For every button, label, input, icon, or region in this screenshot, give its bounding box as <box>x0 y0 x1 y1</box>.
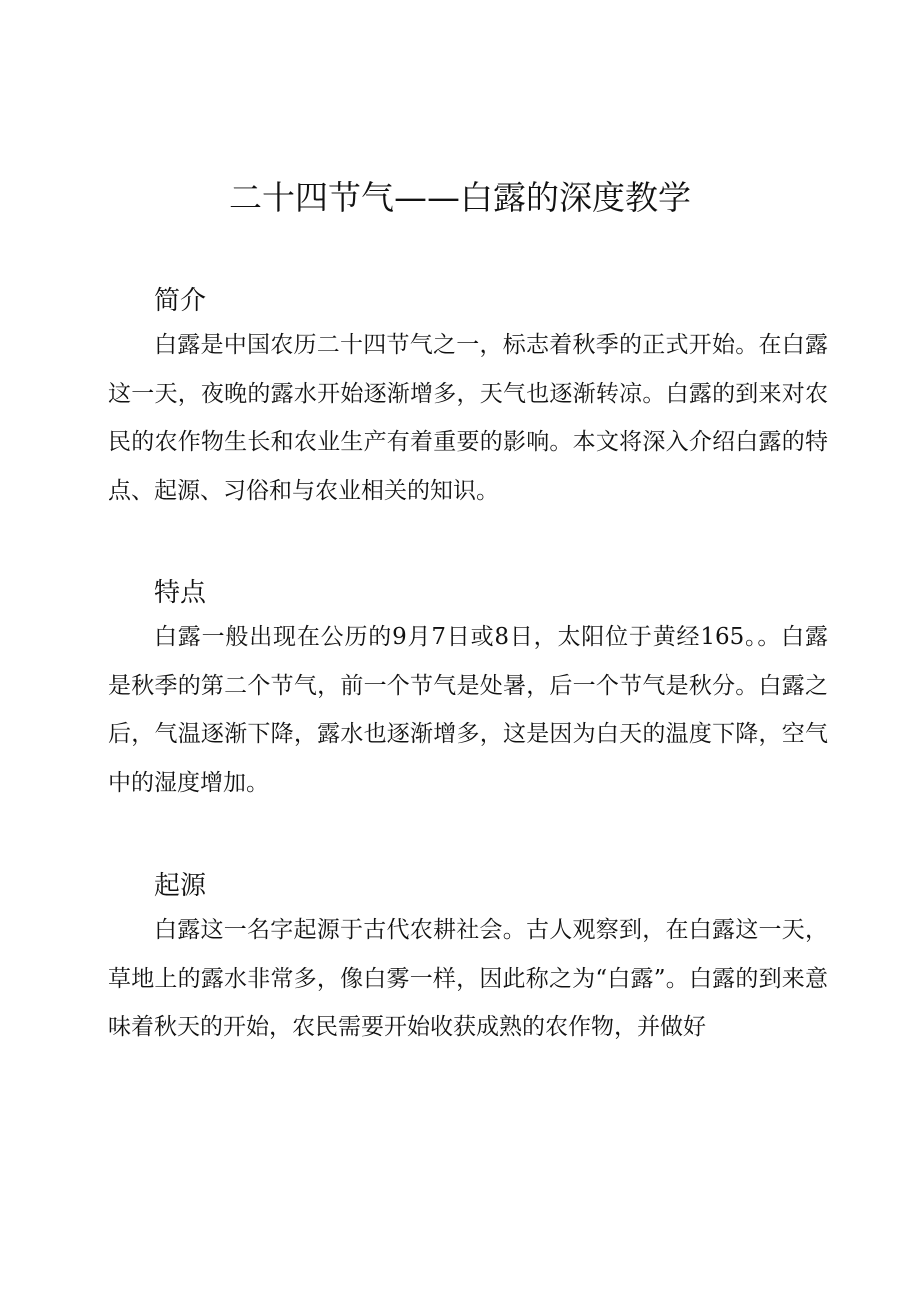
section-origin <box>108 866 828 1052</box>
section-body-intro: 白露是中国农历二十四节气之一，标志着秋季的正式开始。在白露这一天，夜晚的露水开始逐渐增多，天气也逐渐转凉。白露的到来对农民的农作物生长和农业生产有着重要的影响。本文将深入介绍白露的特点、起源、习俗和与农业相关的知识。 <box>108 332 828 504</box>
section-body-origin: 白露这一名字起源于古代农耕社会。古人观察到，在白露这一天，草地上的露水非常多，像白雾一样，因此称之为“白露”。白露的到来意味着秋天的开始，农民需要开始收获成熟的农作物，并做好 <box>108 917 828 1040</box>
section-heading-origin: 起源 <box>154 871 207 901</box>
section-heading-features: 特点 <box>154 578 207 608</box>
section-heading-intro: 简介 <box>154 286 207 316</box>
section-intro <box>108 281 828 515</box>
section-features <box>108 573 828 807</box>
section-body-features: 白露一般出现在公历的9月7日或8日，太阳位于黄经165。。白露是秋季的第二个节气，前一个节气是处暑，后一个节气是秋分。白露之后，气温逐渐下降，露水也逐渐增多，这是因为白天的温度下降，空气中的湿度增加。 <box>108 624 828 796</box>
document-title: 二十四节气——白露的深度教学 <box>229 178 691 217</box>
